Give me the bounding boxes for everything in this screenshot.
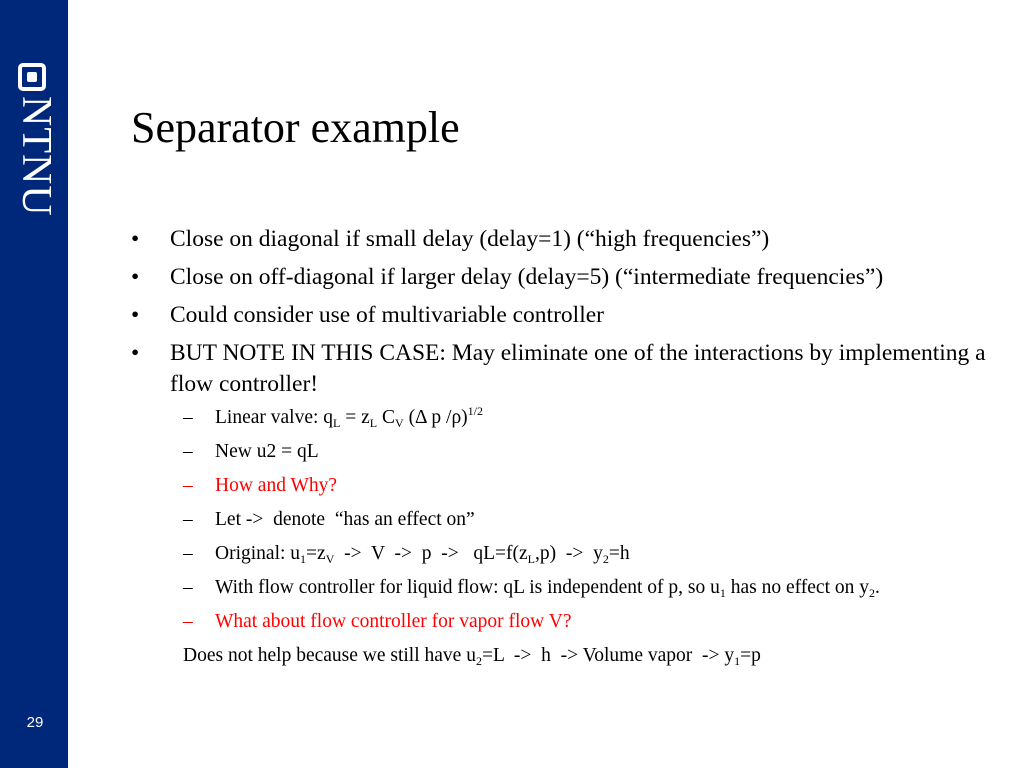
bullet-text: Could consider use of multivariable controller	[170, 302, 604, 328]
sub-bullet-original	[131, 541, 991, 567]
bullet-marker: •	[131, 226, 140, 252]
dash-marker: –	[183, 407, 193, 428]
text: What about flow controller for vapor flow V?	[215, 611, 572, 632]
text: Linear valve: q	[215, 407, 334, 428]
sub-bullet-flow-controller	[131, 575, 991, 601]
subscript: 1	[719, 586, 726, 600]
bullet-item	[131, 300, 991, 331]
slide-content	[131, 224, 991, 669]
text: -> V -> p -> qL=f(z	[334, 543, 528, 564]
dash-marker: –	[183, 577, 193, 598]
text: = z	[340, 407, 370, 428]
subscript: 1	[300, 552, 307, 566]
sub-bullet-vapor-flow	[131, 609, 991, 635]
superscript: 1/2	[467, 404, 484, 418]
text: C	[377, 407, 396, 428]
subscript: 1	[734, 654, 741, 668]
ntnu-sidebar	[0, 0, 68, 768]
dash-marker: –	[183, 611, 193, 632]
subscript: L	[333, 416, 341, 430]
sub-bullet-let	[131, 507, 991, 533]
page-number: 29	[26, 714, 44, 731]
ntnu-logo-text	[13, 96, 59, 246]
text: Does not help because we still have u	[183, 645, 476, 666]
bullet-item	[131, 224, 991, 255]
text: New u2 = qL	[215, 441, 319, 462]
bullet-text: BUT NOTE IN THIS CASE: May eliminate one of the interactions by implementing a flow controller!	[170, 340, 986, 397]
subscript: 2	[475, 654, 482, 668]
ntnu-logo-icon	[18, 63, 46, 91]
final-note	[131, 643, 991, 669]
sub-bullet-linear-valve	[131, 405, 991, 431]
text: With flow controller for liquid flow: qL is independent of p, so u	[215, 577, 720, 598]
subscript: 2	[602, 552, 609, 566]
text: has no effect on y	[725, 577, 869, 598]
text: Original: u	[215, 543, 301, 564]
bullet-marker: •	[131, 340, 140, 366]
bullet-item	[131, 338, 991, 400]
subscript: 2	[869, 586, 875, 600]
sub-bullet-how-why	[131, 473, 991, 499]
text: Let -> denote “has an effect on”	[215, 509, 475, 530]
subscript: V	[325, 552, 335, 566]
text: =p	[740, 645, 761, 666]
bullet-item	[131, 262, 991, 293]
text: .	[875, 577, 880, 598]
dash-marker: –	[183, 475, 193, 496]
subscript: V	[395, 416, 404, 430]
bullet-text: Close on diagonal if small delay (delay=1) (“high frequencies”)	[170, 226, 770, 252]
text: =z	[306, 543, 326, 564]
text: How and Why?	[215, 475, 338, 496]
slide-title: Separator example	[131, 103, 460, 152]
text: (Δ p /ρ)	[403, 407, 468, 428]
text: =h	[608, 543, 630, 564]
subscript: L	[527, 552, 535, 566]
sub-bullet-new-u2	[131, 439, 991, 465]
text: =L -> h -> Volume vapor -> y	[481, 645, 735, 666]
bullet-text: Close on off-diagonal if larger delay (delay=5) (“intermediate frequencies”)	[170, 264, 884, 290]
subscript: L	[369, 416, 378, 430]
dash-marker: –	[183, 543, 193, 564]
bullet-marker: •	[131, 302, 140, 328]
dash-marker: –	[183, 441, 193, 462]
dash-marker: –	[183, 509, 193, 530]
text: ,p) -> y	[534, 543, 603, 564]
bullet-marker: •	[131, 264, 140, 290]
ntnu-logo-label: NTNU	[13, 96, 59, 217]
